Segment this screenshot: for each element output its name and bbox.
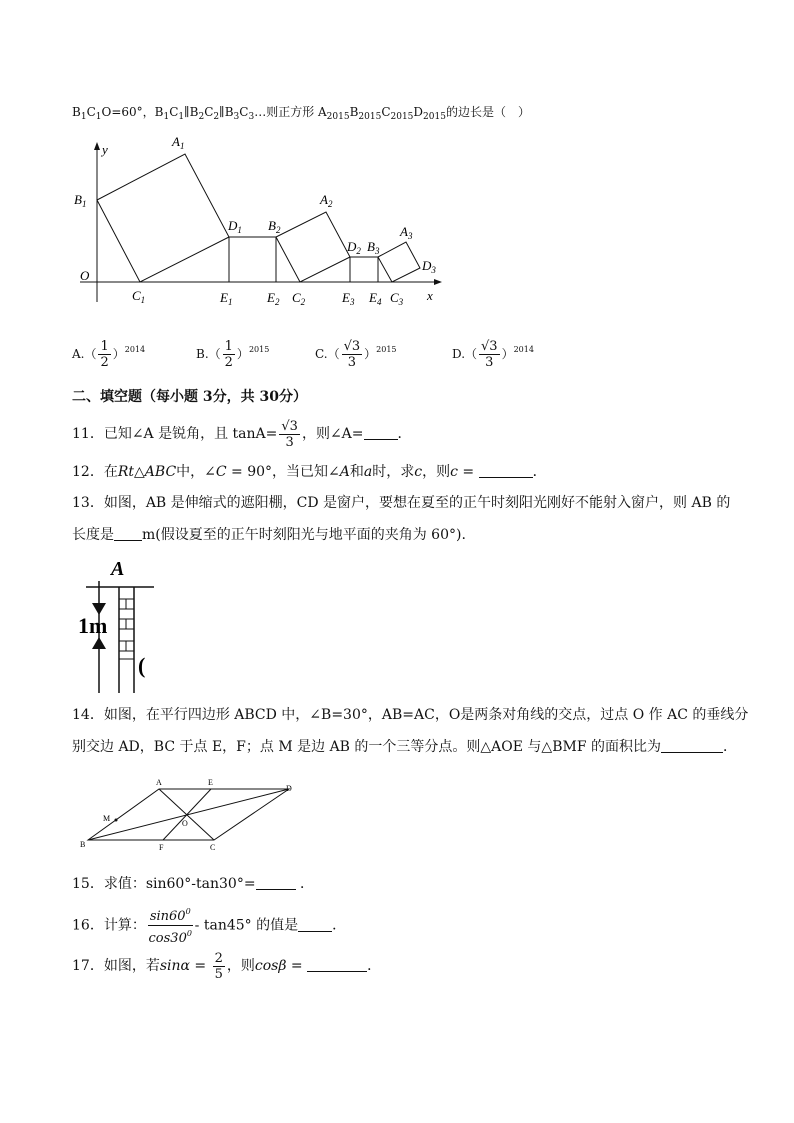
q15-answer-blank[interactable] — [256, 875, 296, 890]
q14-label-d: D — [286, 784, 292, 793]
label-e4: $E_4$ — [369, 290, 382, 307]
point-m — [115, 819, 118, 822]
label-c2: $C_2$ — [292, 290, 306, 307]
label-e2: $E_2$ — [267, 290, 280, 307]
label-c3: $C_3$ — [390, 290, 404, 307]
q14-label-c: C — [210, 843, 216, 852]
label-c1: $C_1$ — [132, 288, 146, 305]
segment-d1-b2-e2 — [229, 237, 276, 282]
label-b2: $B_2$ — [268, 218, 281, 235]
label-d2: $D_2$ — [347, 239, 361, 256]
q14-label-b: B — [80, 840, 86, 849]
q10-stem: $B_1C_1O=60^\circ$，$B_1C_1\parallel B_2C_2\parallel B_3C_3\dots$则正方形 $A_{2015}B_{2015}C_{2015}D_{2015}$的边长是（ ） — [72, 105, 530, 122]
diagonal-bd — [88, 789, 289, 840]
arrow-up-icon — [92, 637, 106, 649]
q14-label-e: E — [208, 778, 213, 787]
q13-awning-figure — [78, 553, 164, 698]
q13-label-c: ( — [138, 653, 146, 678]
q11: 11．已知∠A 是锐角，且 tanA= $\frac{√3}{3}$ ，则∠A= ． — [72, 418, 412, 450]
q14-label-f: F — [159, 843, 164, 852]
label-b1: $B_1$ — [74, 192, 87, 209]
label-b3: $B_3$ — [367, 239, 380, 256]
q16: 16．计算： $\frac{\sin 60^0}{\cos 30^0}$ - tan45° 的值是 ． — [72, 904, 346, 947]
q13-line2: 长度是 m(假设夏至的正午时刻阳光与地平面的夹角为 60°). — [72, 527, 466, 543]
q14-parallelogram-figure — [76, 775, 301, 853]
q10-option-d: D.（ $\frac{√3}{3}$ ）$^{2014}$ — [452, 339, 534, 370]
section-title: 二、填空题（每小题 3分，共 30分） — [72, 389, 307, 405]
q14-answer-blank[interactable] — [661, 738, 723, 753]
q12: 12．在Rt△ABC中，∠C = 90°，当已知∠A和a时，求c，则c = ． — [72, 464, 547, 480]
q14-line2: 别交边 AD，BC 于点 E，F；点 M 是边 AB 的一个三等分点。则△AOE 与△BMF 的面积比为 ． — [72, 739, 737, 755]
square-2 — [276, 212, 350, 282]
x-axis-arrow-icon — [434, 279, 442, 285]
label-x: x — [427, 288, 433, 303]
square-1 — [97, 154, 229, 282]
q17: 17．如图，若sinα = $\frac{2}{5}$ ，则cosβ = ． — [72, 950, 382, 982]
q14-label-o: O — [182, 819, 188, 828]
q10-option-b: B.（ $\frac{1}{2}$ ）$^{2015}$ — [196, 339, 270, 370]
q16-answer-blank[interactable] — [298, 917, 332, 932]
label-a2: $A_2$ — [320, 192, 333, 209]
label-a3: $A_3$ — [400, 224, 413, 241]
label-y: y — [102, 142, 108, 157]
q10-squares-figure — [70, 130, 450, 310]
q10-option-a: A.（ $\frac{1}{2}$ ）$^{2014}$ — [72, 339, 146, 370]
q10-option-c: C.（ $\frac{√3}{3}$ ）$^{2015}$ — [315, 339, 397, 370]
q13-answer-blank[interactable] — [114, 526, 142, 541]
label-d3: $D_3$ — [422, 258, 436, 275]
q17-answer-blank[interactable] — [307, 957, 367, 972]
q12-answer-blank[interactable] — [479, 463, 533, 478]
q13-label-a: A — [111, 558, 125, 580]
segment-d2-b3-e4 — [350, 257, 378, 282]
label-e3: $E_3$ — [342, 290, 355, 307]
square-3 — [378, 242, 420, 282]
label-e1: $E_1$ — [220, 290, 233, 307]
q14-label-m: M — [103, 814, 111, 823]
q13-label-1m: 1m — [78, 613, 108, 638]
label-o: O — [80, 268, 90, 283]
q11-answer-blank[interactable] — [364, 425, 398, 440]
q14-line1: 14．如图，在平行四边形 ABCD 中，∠B=30°，AB=AC，O是两条对角线的交点，过点 O 作 AC 的垂线分 — [72, 707, 749, 723]
q13-line1: 13．如图，AB 是伸缩式的遮阳棚，CD 是窗户，要想在夏至的正午时刻阳光刚好不能射入窗户，则 AB 的 — [72, 495, 731, 511]
segment-ef — [163, 789, 211, 840]
y-axis-arrow-icon — [94, 142, 100, 150]
q14-label-a: A — [156, 778, 162, 787]
label-d1: $D_1$ — [228, 218, 242, 235]
label-a1: $A_1$ — [172, 134, 185, 151]
q15: 15．求值：sin60°-tan30°= ． — [72, 876, 315, 892]
